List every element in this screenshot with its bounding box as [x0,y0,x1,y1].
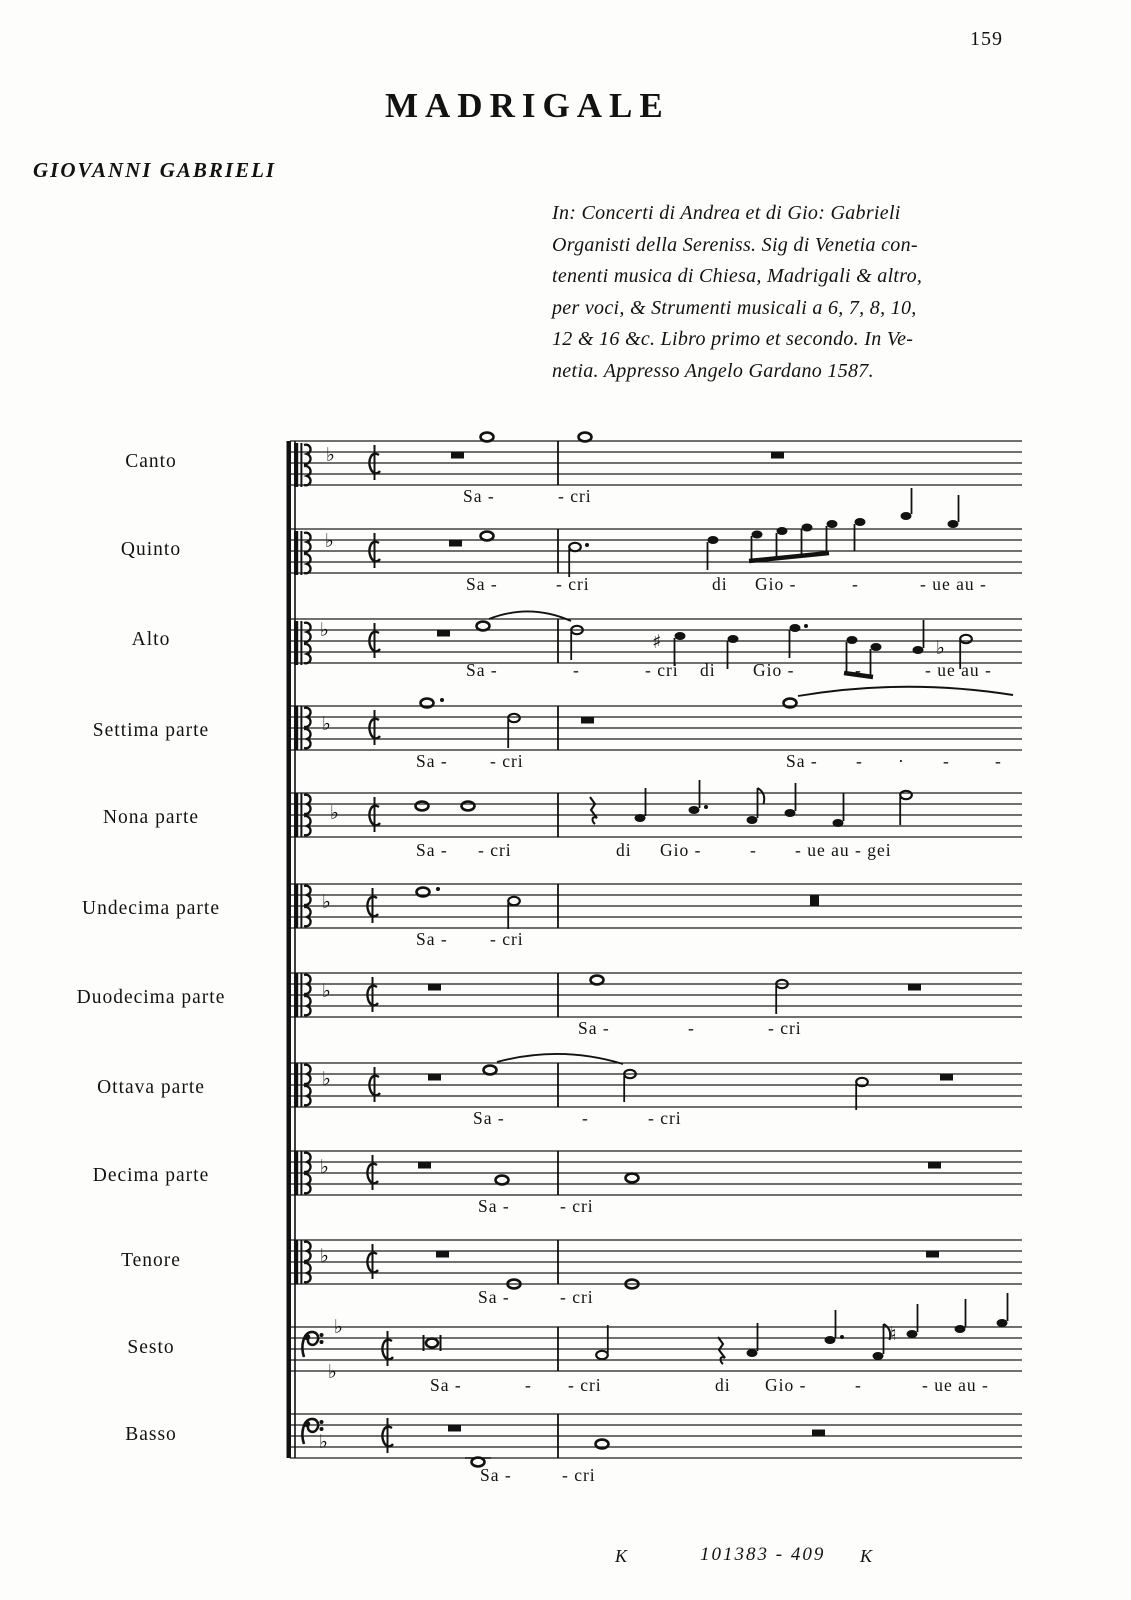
page-number: 159 [970,28,1003,50]
staff-row-undecima-parte [0,884,1131,984]
svg-text:♯: ♯ [652,631,662,653]
part-label: Canto [125,451,177,472]
lyric-syllable: - [525,1375,532,1395]
svg-text:♮: ♮ [890,1323,897,1345]
part-label: Quinto [120,539,182,560]
lyric-syllable: · [898,751,905,771]
staff-row-duodecima-parte [0,973,1131,1073]
lyric-syllable: - [688,1018,695,1038]
lyric-syllable: - cri [556,574,590,594]
part-label: Duodecima parte [76,987,226,1008]
part-label: Settima parte [92,720,210,741]
part-label: Nona parte [102,807,200,828]
lyric-syllable: Sa - [463,486,495,506]
lyric-syllable: - [943,751,950,771]
lyric-syllable: - ue au - gei [795,840,892,860]
staff-row-settima-parte [0,706,1131,806]
svg-text:♭: ♭ [322,891,331,913]
lyric-syllable: - cri [768,1018,802,1038]
svg-text:♭: ♭ [936,637,945,659]
svg-text:♭: ♭ [330,802,339,824]
staff-row-nona-parte [0,793,1131,893]
lyric-syllable: Sa - [466,660,498,680]
lyric-syllable: - cri [645,660,679,680]
part-label: Basso [125,1424,177,1445]
svg-text:♭: ♭ [322,980,331,1002]
lyric-syllable: - ue au - [922,1375,989,1395]
lyrics-line [0,486,1131,512]
lyrics-line [0,1465,1131,1491]
lyrics-line [0,574,1131,600]
lyric-syllable: - [750,840,757,860]
svg-text:♭: ♭ [322,1068,331,1090]
lyric-syllable: - [855,1375,862,1395]
plate-mark-left: K [615,1546,629,1566]
lyric-syllable: Sa - [416,751,448,771]
staff-row-sesto [0,1327,1131,1427]
svg-text:♭: ♭ [325,530,334,552]
svg-text:♭: ♭ [320,1156,329,1178]
lyric-syllable: - cri [558,486,592,506]
lyric-syllable: Gio - [755,574,797,594]
part-label: Sesto [127,1337,175,1358]
citation-line: Organisti della Sereniss. Sig di Venetia con- [552,233,918,256]
lyric-syllable: - cri [562,1465,596,1485]
svg-text:♭: ♭ [328,1361,337,1383]
part-label: Undecima parte [82,898,220,919]
lyric-syllable: Gio - [765,1375,807,1395]
citation-line: tenenti musica di Chiesa, Madrigali & altro, [552,265,923,288]
svg-text:♭: ♭ [319,1431,328,1453]
staff-row-tenore [0,1240,1131,1340]
lyrics-line [0,1375,1131,1401]
lyric-syllable: - cri [648,1108,682,1128]
lyric-syllable: - [856,751,863,771]
lyric-syllable: - cri [568,1375,602,1395]
svg-text:♭: ♭ [320,1245,329,1267]
lyric-syllable: Sa - [786,751,818,771]
page-title: MADRIGALE [385,86,670,125]
lyric-syllable: - [855,660,862,680]
lyrics-line [0,1108,1131,1134]
lyrics-line [0,751,1131,777]
lyric-syllable: - cri [478,840,512,860]
lyric-syllable: - [582,1108,589,1128]
svg-text:♭: ♭ [334,1316,343,1338]
lyric-syllable: Sa - [430,1375,462,1395]
lyric-syllable: Sa - [416,929,448,949]
lyric-syllable: - [852,574,859,594]
lyric-syllable: Gio - [753,660,795,680]
part-label: Alto [131,629,171,650]
lyric-syllable: - cri [560,1196,594,1216]
svg-text:♭: ♭ [326,444,335,466]
citation-line: netia. Appresso Angelo Gardano 1587. [552,359,874,382]
svg-text:♭: ♭ [320,619,329,641]
composer-name: GIOVANNI GABRIELI [33,158,277,182]
lyric-syllable: Sa - [473,1108,505,1128]
staff-row-alto [0,619,1131,719]
lyrics-line [0,929,1131,955]
lyrics-line [0,1196,1131,1222]
lyric-syllable: - cri [490,751,524,771]
lyric-syllable: - cri [490,929,524,949]
staff-row-basso [0,1414,1131,1514]
lyric-syllable: Gio - [660,840,702,860]
citation-line: 12 & 16 &c. Libro primo et secondo. In Ve- [552,328,914,351]
lyric-syllable: - [573,660,580,680]
lyrics-line [0,660,1131,686]
lyric-syllable: Sa - [466,574,498,594]
staff-row-ottava-parte [0,1063,1131,1163]
lyric-syllable: - cri [560,1287,594,1307]
part-label: Decima parte [92,1165,210,1186]
svg-text:♭: ♭ [322,713,331,735]
lyric-syllable: - ue au - [920,574,987,594]
part-label: Tenore [121,1250,181,1271]
lyrics-line [0,1018,1131,1044]
plate-mark-right: K [860,1546,874,1566]
lyric-syllable: di [715,1375,731,1395]
citation-line: per voci, & Strumenti musicali a 6, 7, 8, 10, [552,296,917,319]
source-citation [552,198,1042,388]
lyric-syllable: Sa - [416,840,448,860]
staff-row-canto [0,441,1131,541]
lyric-syllable: - ue au - [925,660,992,680]
staff-row-quinto [0,529,1131,629]
plate-number: 101383 - 409 [700,1544,826,1565]
part-label: Ottava parte [97,1077,205,1098]
citation-line: In: Concerti di Andrea et di Gio: Gabrieli [552,202,901,224]
lyrics-line [0,1287,1131,1313]
lyrics-line [0,840,1131,866]
lyric-syllable: Sa - [478,1287,510,1307]
lyric-syllable: - [995,751,1002,771]
staff-row-decima-parte [0,1151,1131,1251]
lyric-syllable: Sa - [478,1196,510,1216]
lyric-syllable: Sa - [480,1465,512,1485]
lyric-syllable: Sa - [578,1018,610,1038]
lyric-syllable: di [700,660,716,680]
lyric-syllable: di [616,840,632,860]
lyric-syllable: di [712,574,728,594]
